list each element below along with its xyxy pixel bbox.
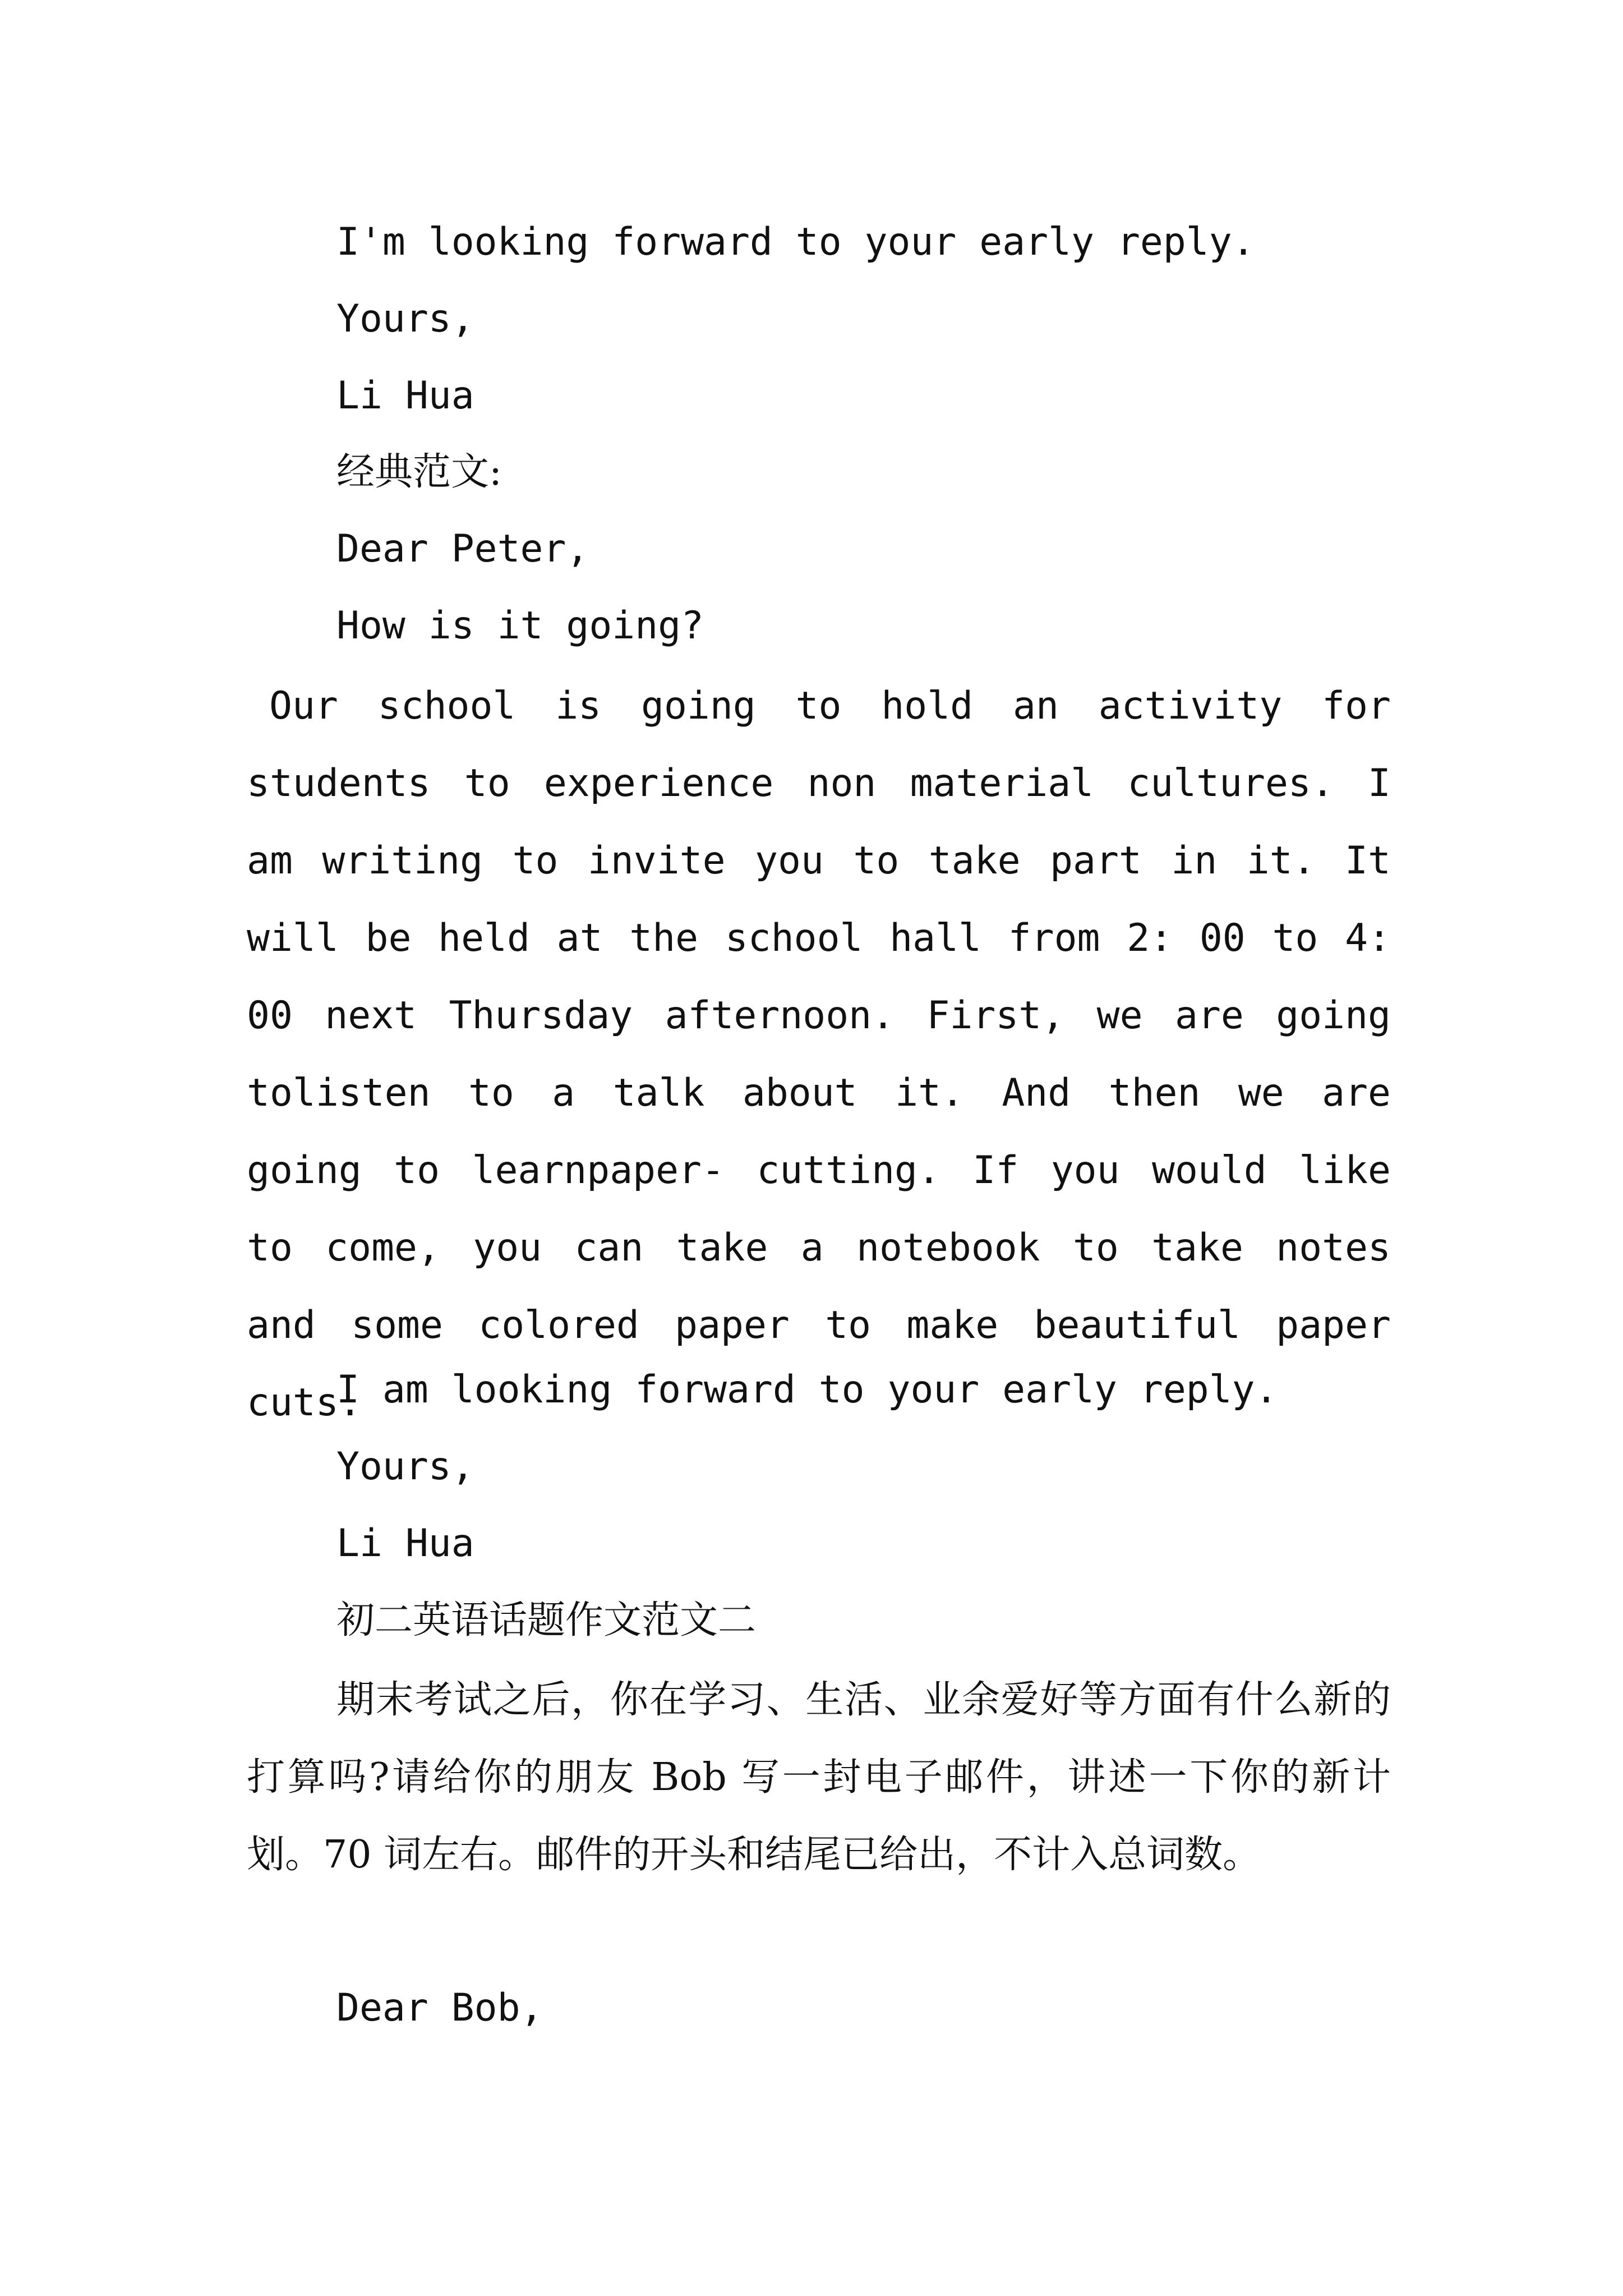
- prompt-paragraph: 期末考试之后，你在学习、生活、业余爱好等方面有什么新的打算吗?请给你的朋友 Bob 写一封电子邮件，讲述一下你的新计划。70 词左右。邮件的开头和结尾已给出，不计入总词数。: [247, 1678, 1391, 1877]
- signature-name: Li Hua: [336, 1521, 474, 1566]
- section-title: 初二英语话题作文范文二: [336, 1598, 757, 1642]
- opening-question: How is it going?: [336, 604, 704, 648]
- letter-body-paragraph: [247, 668, 1391, 1442]
- closing-line: I'm looking forward to your early reply.: [336, 220, 1255, 264]
- closing-line: I am looking forward to your early reply.: [336, 1368, 1278, 1412]
- signoff: Yours,: [336, 297, 474, 341]
- signature-name: Li Hua: [336, 374, 474, 418]
- signoff: Yours,: [336, 1444, 474, 1489]
- letter-body-text: Our school is going to hold an activity for students to experience non material cultures. I am writing to invite you to take part in it. It will be held at the school hall from 2: 00 to 4: 00 next Thursday afternoon. First, we are going tolisten to a talk about it. And then we are going to learnpaper- cutting. If you would like to come, you can take a notebook to take notes and some colored paper to make beautiful paper cuts.: [247, 684, 1391, 1425]
- letter-greeting: Dear Bob,: [336, 1986, 543, 2030]
- letter-greeting: Dear Peter,: [336, 527, 589, 571]
- sample-heading: 经典范文:: [336, 450, 502, 494]
